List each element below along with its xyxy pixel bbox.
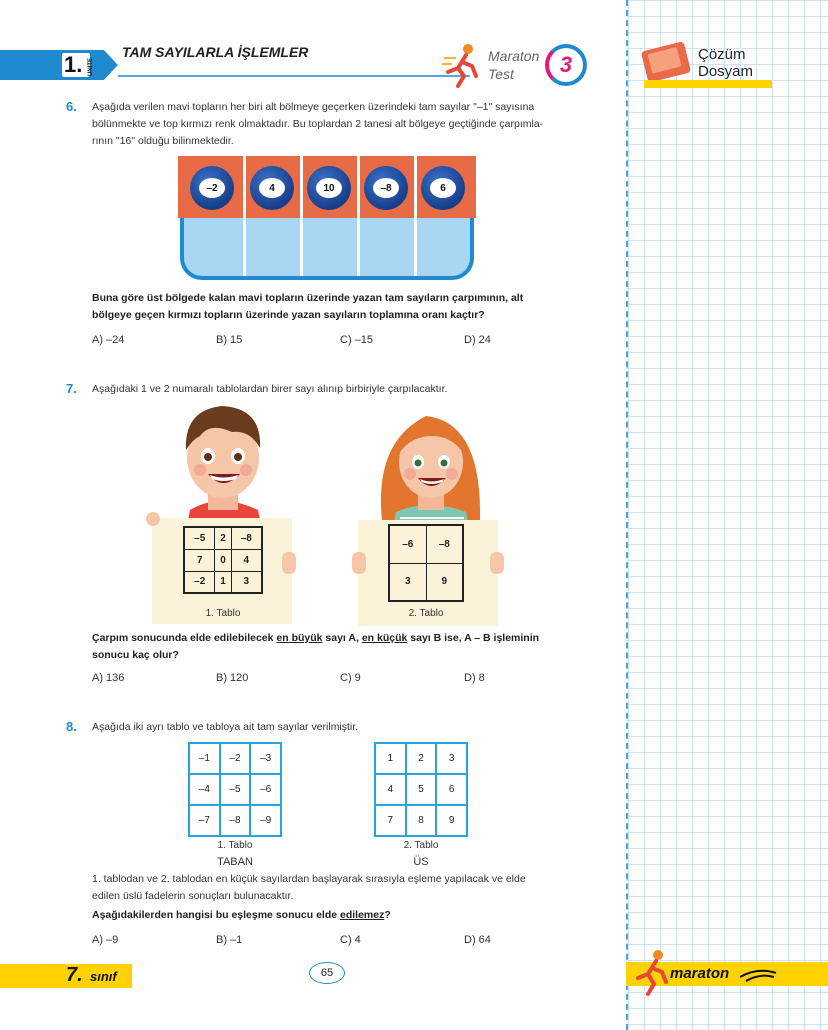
ball: –8 [364,166,408,210]
q8-text: Aşağıda iki ayrı tablo ve tabloya ait tam sayılar verilmiştir. [92,721,359,733]
q6-option-a[interactable]: A) –24 [92,334,125,346]
q7-option-c[interactable]: C) 9 [340,672,361,684]
q7-number: 7. [66,381,77,396]
q6-option-b[interactable]: B) 15 [216,334,243,346]
q7-table1: –5 2 –8 7 0 4 –2 1 3 [183,526,263,594]
q6-text-line2: bölünmekte ve top kırmızı renk olmaktadır. Bu toplardan 2 tanesi alt bölgeye geçtiğinde çarpımla- [92,118,544,130]
q7-table2: –6 –8 3 9 [388,524,464,602]
q7-question-line2: sonucu kaç olur? [92,649,179,661]
q8-number: 8. [66,719,77,734]
grade-word: sınıf [90,969,117,984]
q6-text-line3: rının "16" olduğu bilinmektedir. [92,135,234,147]
dosyam-title: Dosyam [698,63,754,80]
q7-question-line1: Çarpım sonucunda elde edilebilecek en büyük sayı A, en küçük sayı B ise, A – B işleminin [92,632,540,644]
q8-question: Aşağıdakilerden hangisi bu eşleşme sonucu elde edilemez? [92,909,391,921]
page-title: TAM SAYILARLA İŞLEMLER [122,44,309,60]
footer-runner-icon [632,948,672,996]
q8-option-c[interactable]: C) 4 [340,934,361,946]
q6-number: 6. [66,99,77,114]
ball: 10 [307,166,351,210]
q8-table2-caption: 2. Tablo [403,840,439,851]
test-number: 3 [559,52,573,77]
q8-option-d[interactable]: D) 64 [464,934,491,946]
folder-icon [640,40,692,82]
unit-number: 1. [64,52,83,77]
cozum-title: Çözüm [698,46,746,63]
brand-swoosh-icon [738,967,778,983]
q7-option-d[interactable]: D) 8 [464,672,485,684]
q7-text: Aşağıdaki 1 ve 2 numaralı tablolardan birer sayı alınıp birbiriyle çarpılacaktır. [92,383,448,395]
q8-option-b[interactable]: B) –1 [216,934,243,946]
test-label: Test [488,66,514,82]
ball: 4 [250,166,294,210]
q8-text-line2: edilen üslü fadelerin sonuçları bulunacaktır. [92,890,294,902]
unit-label: ÜNİTE [88,58,94,76]
q8-table1: –1 –2 –3 –4 –5 –6 –7 –8 –9 [188,742,282,837]
test-number-badge [545,44,587,86]
q7-table1-caption: 1. Tablo [205,608,241,619]
grade-number: 7. [66,964,83,986]
q6-question-line1: Buna göre üst bölgede kalan mavi topların üzerinde yazan tam sayıların çarpımının, alt [92,292,524,304]
maraton-label: Maraton [488,48,540,64]
q8-table1-caption: 1. Tablo [217,840,253,851]
q6-question-line2: bölgeye geçen kırmızı topların üzerinde yazan sayıların toplamına oranı kaçtır? [92,309,485,321]
q6-option-c[interactable]: C) –15 [340,334,374,346]
cozum-underline [644,80,772,88]
q8-option-a[interactable]: A) –9 [92,934,119,946]
ball-container [178,156,476,284]
runner-icon [440,42,484,88]
q7-table2-caption: 2. Tablo [408,608,444,619]
q6-option-d[interactable]: D) 24 [464,334,491,346]
q8-table2: 1 2 3 4 5 6 7 8 9 [374,742,468,837]
notes-grid [626,0,828,1030]
q8-table2-label: ÜS [413,856,429,868]
grade-bar [0,964,132,988]
ball: –2 [190,166,234,210]
q6-text-line1: Aşağıda verilen mavi topların her biri alt bölmeye geçerken üzerindeki tam sayılar "–1" sayısına [92,101,535,113]
q8-text-line1: 1. tablodan ve 2. tablodan en küçük sayılardan başlayarak sırasıyla eşleme yapılacak ve elde [92,873,526,885]
header-bar [0,44,480,82]
q8-table1-label: TABAN [217,856,253,868]
ball: 6 [421,166,465,210]
q7-option-a[interactable]: A) 136 [92,672,125,684]
q7-option-b[interactable]: B) 120 [216,672,249,684]
page-number: 65 [309,962,345,984]
brand-name: maraton [670,965,730,982]
